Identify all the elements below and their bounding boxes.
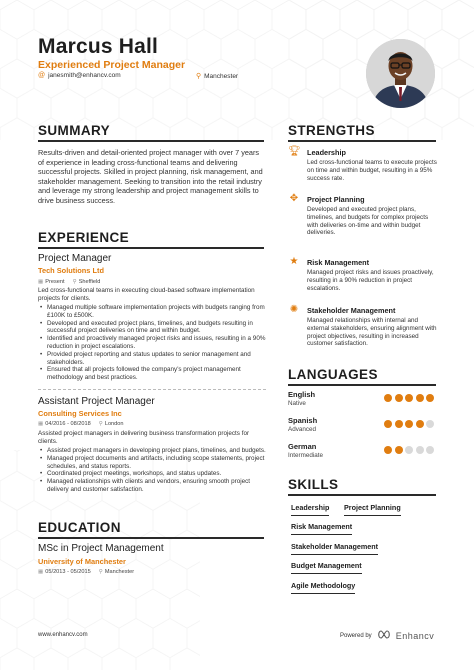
strength-title: Leadership	[307, 148, 346, 157]
rating-dot-filled	[384, 420, 392, 428]
rating-dot-filled	[416, 394, 424, 402]
enhancv-logo-icon	[377, 630, 391, 641]
experience-divider	[38, 247, 264, 249]
at-sign-icon: @	[38, 72, 46, 79]
job-bullet: • Provided project reporting and status updates to senior management and stakeholders.	[38, 351, 266, 367]
education-heading: EDUCATION	[38, 520, 121, 535]
email-contact[interactable]	[38, 72, 121, 79]
puzzle-icon: ✥	[289, 193, 299, 204]
skill-tag: Agile Methodology	[291, 581, 355, 594]
job-bullet: • Identified and proactively managed project risks and issues, resulting in a 90% reduction in project escalations.	[38, 335, 266, 351]
company-name: Tech Solutions Ltd	[38, 266, 104, 275]
degree-title: MSc in Project Management	[38, 543, 164, 554]
job-title: Project Manager	[38, 253, 112, 264]
rating-dot-filled	[395, 446, 403, 454]
rating-dot-empty	[426, 420, 434, 428]
job-bullet: • Assisted project managers in developing project plans, timelines, and budgets.	[38, 447, 266, 455]
brand-name: Enhancv	[395, 630, 435, 641]
rating-dot-filled	[384, 446, 392, 454]
experience-heading: EXPERIENCE	[38, 230, 130, 245]
job-bullets	[38, 304, 266, 382]
profile-photo	[366, 39, 435, 108]
rating-dot-empty	[416, 446, 424, 454]
footer-branding[interactable]	[340, 630, 434, 641]
language-rating	[384, 420, 434, 428]
lightbulb-icon: ✺	[289, 304, 299, 315]
job-dates: Present	[45, 279, 65, 285]
trophy-icon: 🏆︎	[288, 146, 301, 157]
job-meta	[38, 279, 100, 285]
strengths-divider	[288, 140, 436, 142]
skill-tag: Stakeholder Management	[291, 542, 378, 555]
star-icon: ★	[289, 256, 299, 267]
strength-title: Project Planning	[307, 195, 365, 204]
strength-title: Risk Management	[307, 258, 370, 267]
job-divider	[38, 389, 266, 390]
job-bullet: • Managed project documents and artifacts, including scope statements, project schedules, and status reports.	[38, 455, 266, 471]
language-name: Spanish	[288, 416, 318, 425]
candidate-name: Marcus Hall	[38, 35, 159, 58]
job-bullets	[38, 447, 266, 494]
calendar-icon: ▦	[38, 569, 44, 575]
language-rating	[384, 394, 434, 402]
location-pin-icon: ⚲	[98, 569, 103, 575]
candidate-role: Experienced Project Manager	[38, 59, 186, 71]
languages-divider	[288, 384, 436, 386]
job-meta	[38, 421, 124, 427]
language-level: Advanced	[288, 426, 317, 433]
job-location: London	[104, 421, 124, 427]
footer-website[interactable]: www.enhancv.com	[38, 632, 88, 638]
language-level: Intermediate	[288, 452, 324, 459]
location-text: Manchester	[204, 72, 239, 80]
location-pin-icon: ⚲	[98, 421, 103, 427]
summary-heading: SUMMARY	[38, 123, 111, 138]
rating-dot-filled	[405, 420, 413, 428]
rating-dot-filled	[384, 394, 392, 402]
job-bullet: • Ensured that all projects followed the company's project management methodology and best practices.	[38, 366, 266, 382]
job-bullet: • Developed and executed project plans, timelines, and budgets resulting in successful project deliveries on time and within budget.	[38, 320, 266, 336]
rating-dot-empty	[405, 446, 413, 454]
job-bullet: • Managed relationships with clients and vendors, ensuring smooth project delivery and customer satisfaction.	[38, 478, 266, 494]
education-location: Manchester	[104, 569, 135, 575]
strengths-heading: STRENGTHS	[288, 123, 375, 138]
job-location: Sheffield	[78, 279, 101, 285]
skill-tag: Budget Management	[291, 561, 362, 574]
strength-description: Managed project risks and issues proactively, resulting in a 90% reduction in project escalations.	[307, 269, 434, 292]
school-name: University of Manchester	[38, 557, 126, 566]
rating-dot-filled	[395, 420, 403, 428]
skill-tag: Leadership	[291, 503, 329, 516]
skill-tag: Project Planning	[344, 503, 401, 516]
location-contact	[196, 72, 238, 80]
job-bullet: • Coordinated project meetings, workshops, and status updates.	[38, 470, 266, 478]
strength-description: Developed and executed project plans, timelines, and budgets for complex projects with deliveries on-time and within budget deliveries.	[307, 206, 429, 237]
rating-dot-filled	[416, 420, 424, 428]
language-rating	[384, 446, 434, 454]
languages-heading: LANGUAGES	[288, 367, 378, 382]
skill-tag: Risk Management	[291, 522, 352, 535]
calendar-icon: ▦	[38, 421, 44, 427]
rating-dot-filled	[395, 394, 403, 402]
education-divider	[38, 537, 264, 539]
language-name: English	[288, 390, 316, 399]
email-text: janesmith@enhancv.com	[48, 72, 121, 79]
summary-divider	[38, 140, 264, 142]
rating-dot-empty	[426, 446, 434, 454]
job-description: Assisted project managers in delivering business transformation projects for clients.	[38, 430, 250, 445]
location-pin-icon: ⚲	[72, 279, 77, 285]
job-description: Led cross-functional teams in executing cloud-based software implementation projects for clients.	[38, 287, 255, 302]
calendar-icon: ▦	[38, 279, 44, 285]
company-name: Consulting Services Inc	[38, 409, 122, 418]
job-title: Assistant Project Manager	[38, 396, 155, 407]
strength-description: Led cross-functional teams to execute projects on time and within budget, resulting in a 95% success rate.	[307, 159, 437, 182]
rating-dot-filled	[405, 394, 413, 402]
job-bullet: • Managed multiple software implementation projects with budgets ranging from £100K to £500K.	[38, 304, 266, 320]
skills-divider	[288, 494, 436, 496]
job-dates: 04/2016 - 08/2018	[45, 421, 91, 427]
language-level: Native	[288, 400, 306, 407]
skills-heading: SKILLS	[288, 477, 339, 492]
strength-description: Managed relationships with internal and external stakeholders, ensuring alignment with project objectives, resulting in increased customer satisfaction.	[307, 317, 437, 348]
rating-dot-filled	[426, 394, 434, 402]
strength-title: Stakeholder Management	[307, 306, 396, 315]
education-meta	[38, 569, 134, 575]
education-dates: 05/2013 - 05/2015	[45, 569, 91, 575]
language-name: German	[288, 442, 317, 451]
summary-text: Results-driven and detail-oriented project manager with over 7 years of experience in leading cross-functional teams and delivering successful projects. Skilled in project planning, risk management, and stakeholder management. Seeking to transition into the retail industry and leverage my strong leadership and project management skills to drive business success.	[38, 148, 263, 205]
location-pin-icon: ⚲	[196, 73, 202, 80]
powered-by-label: Powered by	[340, 632, 372, 639]
